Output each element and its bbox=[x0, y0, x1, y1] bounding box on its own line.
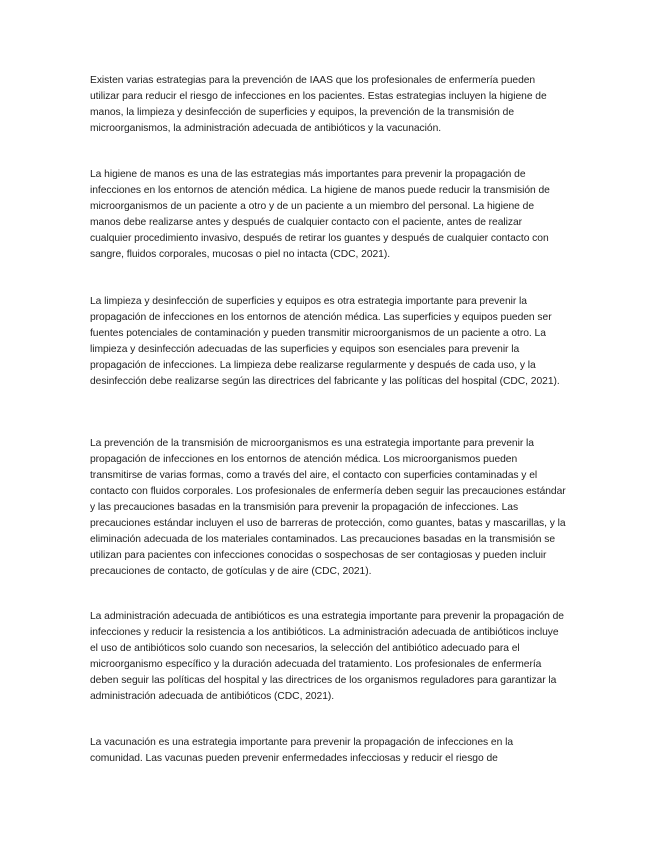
paragraph-surface-disinfection: La limpieza y desinfección de superficies y equipos es otra estrategia importante para prevenir la propagación de infecciones en los entornos de atención médica. Las superficies y equipos pueden ser fuentes potenciales de contaminación y pueden transmitir microorganismos de un paciente a otro. La limpieza y desinfección adecuadas de las superficies y equipos son esenciales para prevenir la propagación de infecciones. La limpieza debe realizarse regularmente y después de cada uso, y la desinfección debe realizarse según las directrices del fabricante y las políticas del hospital (CDC, 2021). bbox=[90, 296, 560, 387]
paragraph-hand-hygiene: La higiene de manos es una de las estrategias más importantes para prevenir la propagación de infecciones en los entornos de atención médica. La higiene de manos puede reducir la transmisión de microorganismos de un paciente a otro y de un paciente a un miembro del personal. La higiene de manos debe realizarse antes y después de cualquier contacto con el paciente, antes de realizar cualquier procedimiento invasivo, después de retirar los guantes y después de cualquier contacto con sangre, fluidos corporales, mucosas o piel no intacta (CDC, 2021). bbox=[90, 169, 550, 260]
paragraph-iaas-strategies-intro: Existen varias estrategias para la prevención de IAAS que los profesionales de enfermería pueden utilizar para reducir el riesgo de infecciones en los pacientes. Estas estrategias incluyen la higiene de manos, la limpieza y desinfección de superficies y equipos, la prevención de la transmisión de microorganismos, la administración adecuada de antibióticos y la vacunación. bbox=[90, 75, 547, 134]
paragraph-vaccination: La vacunación es una estrategia importante para prevenir la propagación de infecciones en la comunidad. Las vacunas pueden prevenir enfermedades infecciosas y reducir el riesgo de bbox=[90, 737, 513, 764]
paragraph-antibiotic-administration: La administración adecuada de antibióticos es una estrategia importante para prevenir la propagación de infecciones y reducir la resistencia a los antibióticos. La administración adecuada de antibióticos incluye el uso de antibióticos solo cuando son necesarios, la selección del antibiótico adecuado para el microorganismo específico y la duración adecuada del tratamiento. Los profesionales de enfermería deben seguir las políticas del hospital y las directrices de los organismos reguladores para garantizar la administración adecuada de antibióticos (CDC, 2021). bbox=[90, 611, 564, 702]
paragraph-transmission-prevention: La prevención de la transmisión de microorganismos es una estrategia importante para prevenir la propagación de infecciones en los entornos de atención médica. Los microorganismos pueden transmitirse de varias formas, como a través del aire, el contacto con superficies contaminadas y el contacto con fluidos corporales. Los profesionales de enfermería deben seguir las precauciones estándar y las precauciones basadas en la transmisión para prevenir la propagación de infecciones. Las precauciones estándar incluyen el uso de barreras de protección, como guantes, batas y mascarillas, y la eliminación adecuada de los materiales contaminados. Las precauciones basadas en la transmisión se utilizan para pacientes con infecciones conocidas o sospechosas de ser contagiosas y pueden incluir precauciones de contacto, de gotículas y de aire (CDC, 2021). bbox=[90, 438, 566, 577]
